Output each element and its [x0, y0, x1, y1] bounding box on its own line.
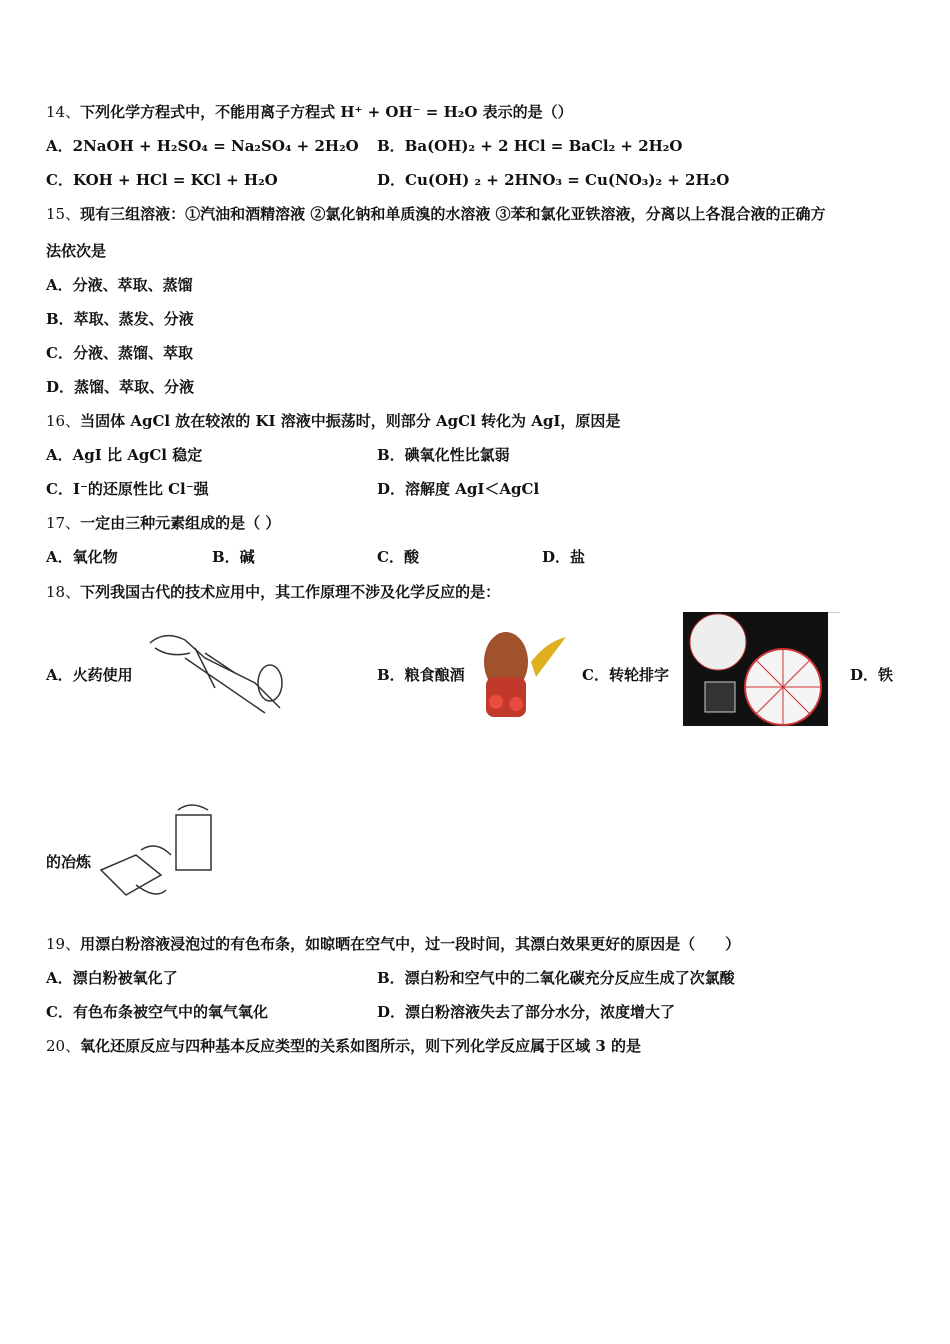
question-number: 15、 — [46, 205, 81, 223]
option-b: B．碱 — [212, 548, 255, 566]
option-b: B．碘氧化性比氯弱 — [377, 446, 510, 464]
gunpowder-rocket-image — [145, 628, 285, 718]
question-stem: 用漂白粉溶液浸泡过的有色布条，如晾晒在空气中，过一段时间，其漂白效果更好的原因是（ ） — [80, 935, 741, 953]
question-number: 17、 — [46, 514, 81, 532]
option-a: A．漂白粉被氧化了 — [46, 969, 178, 987]
option-d: D．盐 — [542, 548, 586, 566]
question-stem: 下列化学方程式中，不能用离子方程式 H⁺ + OH⁻ = H₂O 表示的是（） — [80, 103, 573, 121]
option-d-cont: 的冶炼 — [46, 853, 92, 871]
option-b: B．萃取、蒸发、分液 — [46, 310, 194, 328]
question-stem-cont: 法依次是 — [46, 242, 107, 260]
question-number: 18、 — [46, 583, 81, 601]
question-number: 16、 — [46, 412, 81, 430]
wine-brewing-image — [476, 622, 572, 722]
option-c: C．转轮排字 — [582, 666, 669, 684]
option-a: A．火药使用 — [46, 666, 133, 684]
question-stem: 现有三组溶液：①汽油和酒精溶液 ②氯化钠和单质溴的水溶液 ③苯和氯化亚铁溶液，分离以上各混合液的正确方 — [80, 205, 826, 223]
option-b: B．漂白粉和空气中的二氧化碳充分反应生成了次氯酸 — [377, 969, 735, 987]
option-a: A．分液、萃取、蒸馏 — [46, 276, 193, 294]
option-b: B．Ba(OH)₂ + 2 HCl = BaCl₂ + 2H₂O — [377, 137, 683, 155]
option-d: D．Cu(OH) ₂ + 2HNO₃ = Cu(NO₃)₂ + 2H₂O — [377, 171, 730, 189]
option-c: C．KOH + HCl = KCl + H₂O — [46, 171, 278, 189]
option-a: A．氧化物 — [46, 548, 118, 566]
question-number: 14、 — [46, 103, 81, 121]
question-stem: 当固体 AgCl 放在较浓的 KI 溶液中振荡时，则部分 AgCl 转化为 AgI，原因是 — [80, 412, 621, 430]
option-c: C．I⁻的还原性比 Cl⁻强 — [46, 480, 209, 498]
question-stem: 氧化还原反应与四种基本反应类型的关系如图所示，则下列化学反应属于区域 3 的是 — [80, 1037, 641, 1055]
option-d: D．蒸馏、萃取、分液 — [46, 378, 195, 396]
question-number: 19、 — [46, 935, 81, 953]
option-d: D．漂白粉溶液失去了部分水分，浓度增大了 — [377, 1003, 676, 1021]
option-a: A．AgI 比 AgCl 稳定 — [46, 446, 203, 464]
option-c: C．酸 — [377, 548, 419, 566]
option-d: D．溶解度 AgI＜AgCl — [377, 480, 540, 498]
option-c: C．分液、蒸馏、萃取 — [46, 344, 193, 362]
movable-type-wheel-image — [683, 612, 840, 726]
option-d: D．铁 — [850, 666, 894, 684]
question-stem: 下列我国古代的技术应用中，其工作原理不涉及化学反应的是： — [80, 583, 501, 601]
question-stem: 一定由三种元素组成的是（ ） — [80, 514, 281, 532]
question-number: 20、 — [46, 1037, 81, 1055]
option-a: A．2NaOH + H₂SO₄ = Na₂SO₄ + 2H₂O — [46, 137, 359, 155]
iron-smelting-image — [96, 800, 221, 905]
option-b: B．粮食酿酒 — [377, 666, 465, 684]
option-c: C．有色布条被空气中的氧气氧化 — [46, 1003, 268, 1021]
